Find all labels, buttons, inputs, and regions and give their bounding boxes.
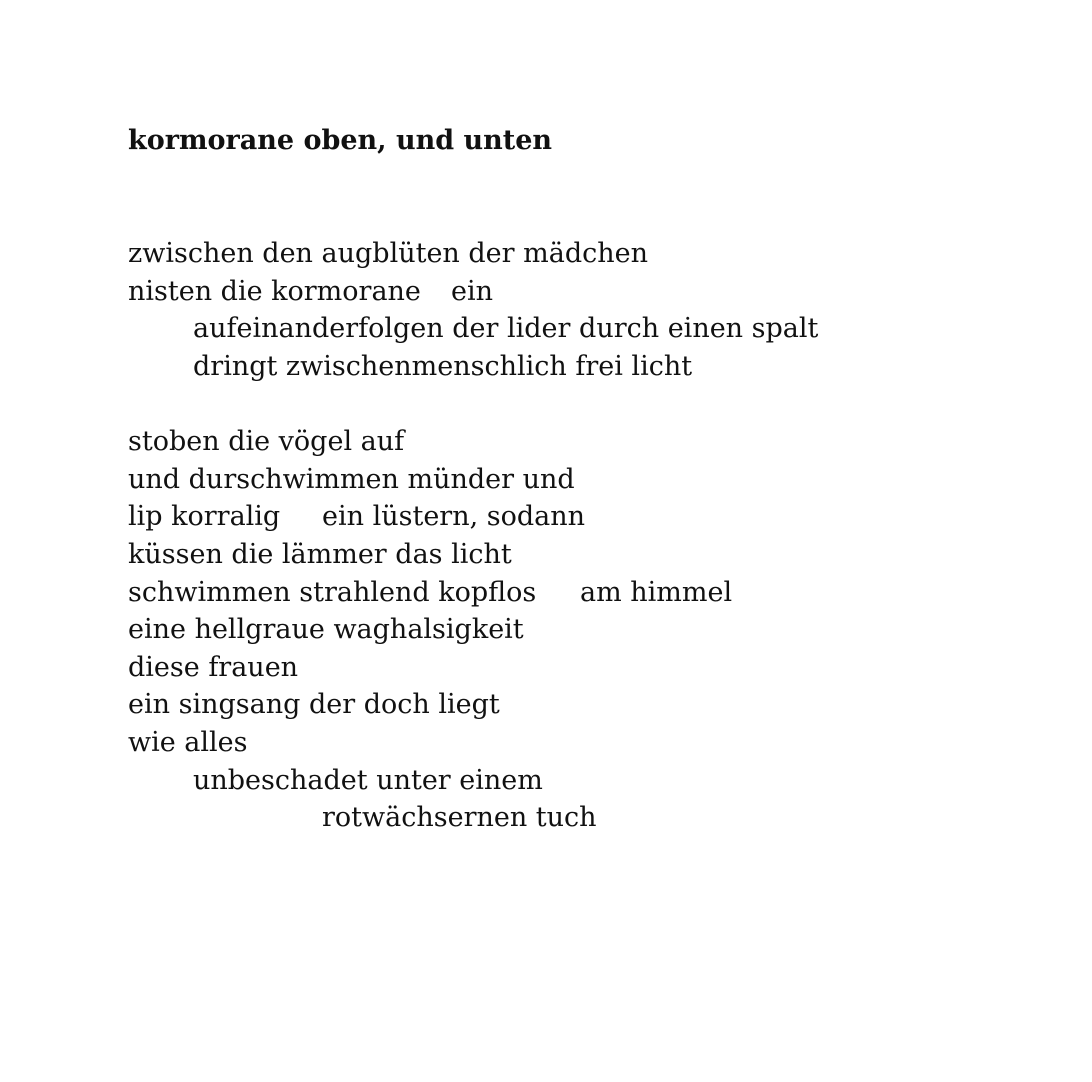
poem-line-text: ein <box>451 276 494 307</box>
poem-line-text: am himmel <box>580 577 733 608</box>
poem-line-text: ein lüstern, sodann <box>322 501 586 532</box>
poem-line-text: diese frauen <box>128 652 299 683</box>
poem-line-text: und durschwimmen münder und <box>128 464 575 495</box>
poem-line-text: schwimmen strahlend kopflos <box>128 577 537 608</box>
poem-line-text: dringt zwischenmenschlich frei licht <box>193 351 693 382</box>
poem-line-text: eine hellgraue waghalsigkeit <box>128 614 524 645</box>
poem-line-text: wie alles <box>128 727 248 758</box>
poem-line-text: zwischen den augblüten der mädchen <box>128 238 649 269</box>
poem-line-text: rotwächsernen tuch <box>322 802 597 833</box>
poem-line-text: lip korralig <box>128 501 281 532</box>
poem-line-text: küssen die lämmer das licht <box>128 539 512 570</box>
poem-line-text: aufeinanderfolgen der lider durch einen spalt <box>193 313 819 344</box>
poem-line-text: ein singsang der doch liegt <box>128 689 500 720</box>
poem-line-text: unbeschadet unter einem <box>193 765 543 796</box>
poem-title: kormorane oben, und unten <box>128 125 553 156</box>
poem-line-text: nisten die kormorane <box>128 276 421 307</box>
poem-line-text: stoben die vögel auf <box>128 426 405 457</box>
